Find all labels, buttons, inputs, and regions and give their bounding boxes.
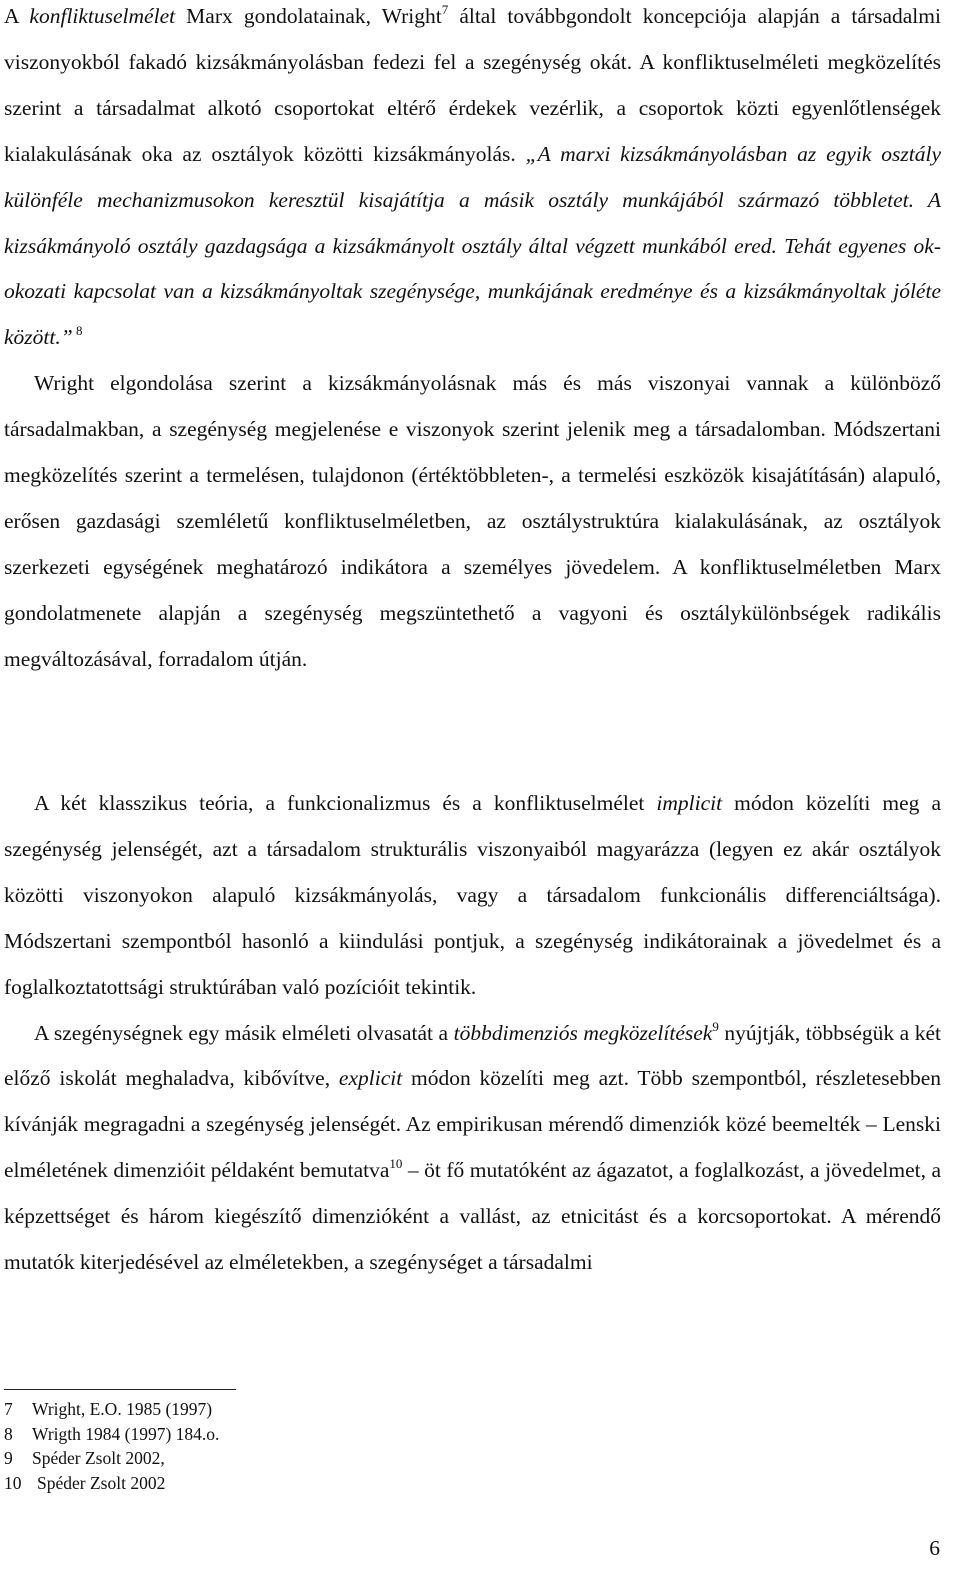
text-run: A szegénységnek egy másik elméleti olvasatát a bbox=[34, 1020, 454, 1045]
text-run: által továbbgondolt koncepciója alapján a társadalmi viszonyokból fakadó kizsákmányolásban fedezi fel a szegénység okát. A konfliktuselméleti megközelítés szerint a társadalmat alkotó csoportokat eltérő érdekek vezérlik, a csoportok közti egyenlőtlenségek kialakulásának oka az osztályok közötti kizsákmányolás. bbox=[4, 4, 941, 166]
footnote-7 bbox=[4, 1397, 604, 1422]
italic-text: konfliktuselmélet bbox=[29, 4, 176, 28]
footnote-reference: 9 bbox=[712, 1018, 719, 1034]
paragraph-p4 bbox=[4, 1011, 941, 1286]
footnotes bbox=[4, 1397, 604, 1495]
footnote-reference: 7 bbox=[441, 2, 449, 17]
italic-text: explicit bbox=[338, 1066, 403, 1091]
footnote-text: Spéder Zsolt 2002 bbox=[37, 1472, 166, 1493]
footnote-number: 10 bbox=[4, 1472, 22, 1493]
footnote-reference: 8 bbox=[72, 323, 83, 339]
footnote-number: 7 bbox=[4, 1399, 13, 1419]
page-number: 6 bbox=[929, 1536, 940, 1560]
footnote-text: Wright, E.O. 1985 (1997) bbox=[32, 1399, 213, 1419]
text-run: módon közelíti meg azt. Több szempontból, részletesebben kívánják megragadni a szegénység jelenségét. Az empirikusan mérendő dimenziók közé beemelték – Lenski elméletének dimenzióit példaként bemutatva bbox=[4, 1066, 941, 1183]
text-run: – öt fő mutatóként az ágazatot, a foglalkozást, a jövedelmet, a képzettséget és három kiegészítő dimenzióként a vallást, az etnicitást és a korcsoportokat. A mérendő mutatók kiterjedésével az elméletekben, a szegénységet a társadalmi bbox=[4, 1158, 942, 1275]
paragraph-p3 bbox=[4, 781, 941, 1011]
text-run: Wright elgondolása szerint a kizsákmányolásnak más és más viszonyai vannak a különböző társadalmakban, a szegénység megjelenése e viszonyok szerint jelenik meg a társadalomban. Módszertani megközelítés szerint a termelésen, tulajdonon (értéktöbbleten-, a termelési eszközök kisajátításán) alapuló, erősen gazdasági szemléletű konfliktuselméletben, az osztálystruktúra kialakulásának, az osztályok szerkezeti egységének meghatározó indikátora a személyes jövedelem. A konfliktuselméletben Marx gondolatmenete alapján a szegénység megszüntethető a vagyoni és osztálykülönbségek radikális megváltozásával, forradalom útján. bbox=[4, 371, 941, 671]
footnote-8 bbox=[4, 1422, 604, 1447]
italic-text: implicit bbox=[656, 791, 723, 815]
footnote-separator bbox=[4, 1389, 236, 1390]
text-run: A bbox=[4, 4, 30, 28]
italic-text: többdimenziós megközelítések bbox=[453, 1020, 713, 1045]
footnote-text: Spéder Zsolt 2002, bbox=[32, 1448, 165, 1469]
text-run: A két klasszikus teória, a funkcionalizmus és a konfliktuselmélet bbox=[34, 791, 657, 815]
text-run: módon közelíti meg a szegénység jelenségét, azt a társadalom strukturális viszonyaiból magyarázza (legyen ez akár osztályok közötti viszonyokon alapuló kizsákmányolás, vagy a társadalom funkcionális differenciáltsága). Módszertani szempontból hasonló a kiindulási pontjuk, a szegénység indikátorainak a jövedelmet és a foglalkoztatottsági struktúrában való pozícióit tekintik. bbox=[4, 791, 941, 999]
text-block-top bbox=[4, 0, 941, 683]
text-block-bottom bbox=[4, 781, 941, 1286]
footnote-number: 9 bbox=[4, 1448, 13, 1469]
footnote-10 bbox=[4, 1471, 604, 1496]
footnote-9 bbox=[4, 1446, 604, 1471]
paragraph-p2 bbox=[4, 361, 941, 682]
paragraph-p1 bbox=[4, 0, 941, 361]
footnote-text: Wrigth 1984 (1997) 184.o. bbox=[32, 1423, 220, 1444]
footnote-reference: 10 bbox=[389, 1156, 403, 1172]
text-run: Marx gondolatainak, Wright bbox=[175, 4, 442, 28]
italic-text: „A marxi kizsákmányolásban az egyik osztály különféle mechanizmusokon keresztül kisajátítja a másik osztály munkájából származó többletet. A kizsákmányoló osztály gazdagsága a kizsákmányolt osztály által végzett munkából ered. Tehát egyenes ok-okozati kapcsolat van a kizsákmányoltak szegénysége, munkájának eredménye és a kizsákmányoltak jóléte között.” bbox=[4, 141, 941, 350]
text-run: nyújtják, többségük a két előző iskolát meghaladva, kibővítve, bbox=[4, 1020, 942, 1091]
footnote-number: 8 bbox=[4, 1423, 13, 1444]
